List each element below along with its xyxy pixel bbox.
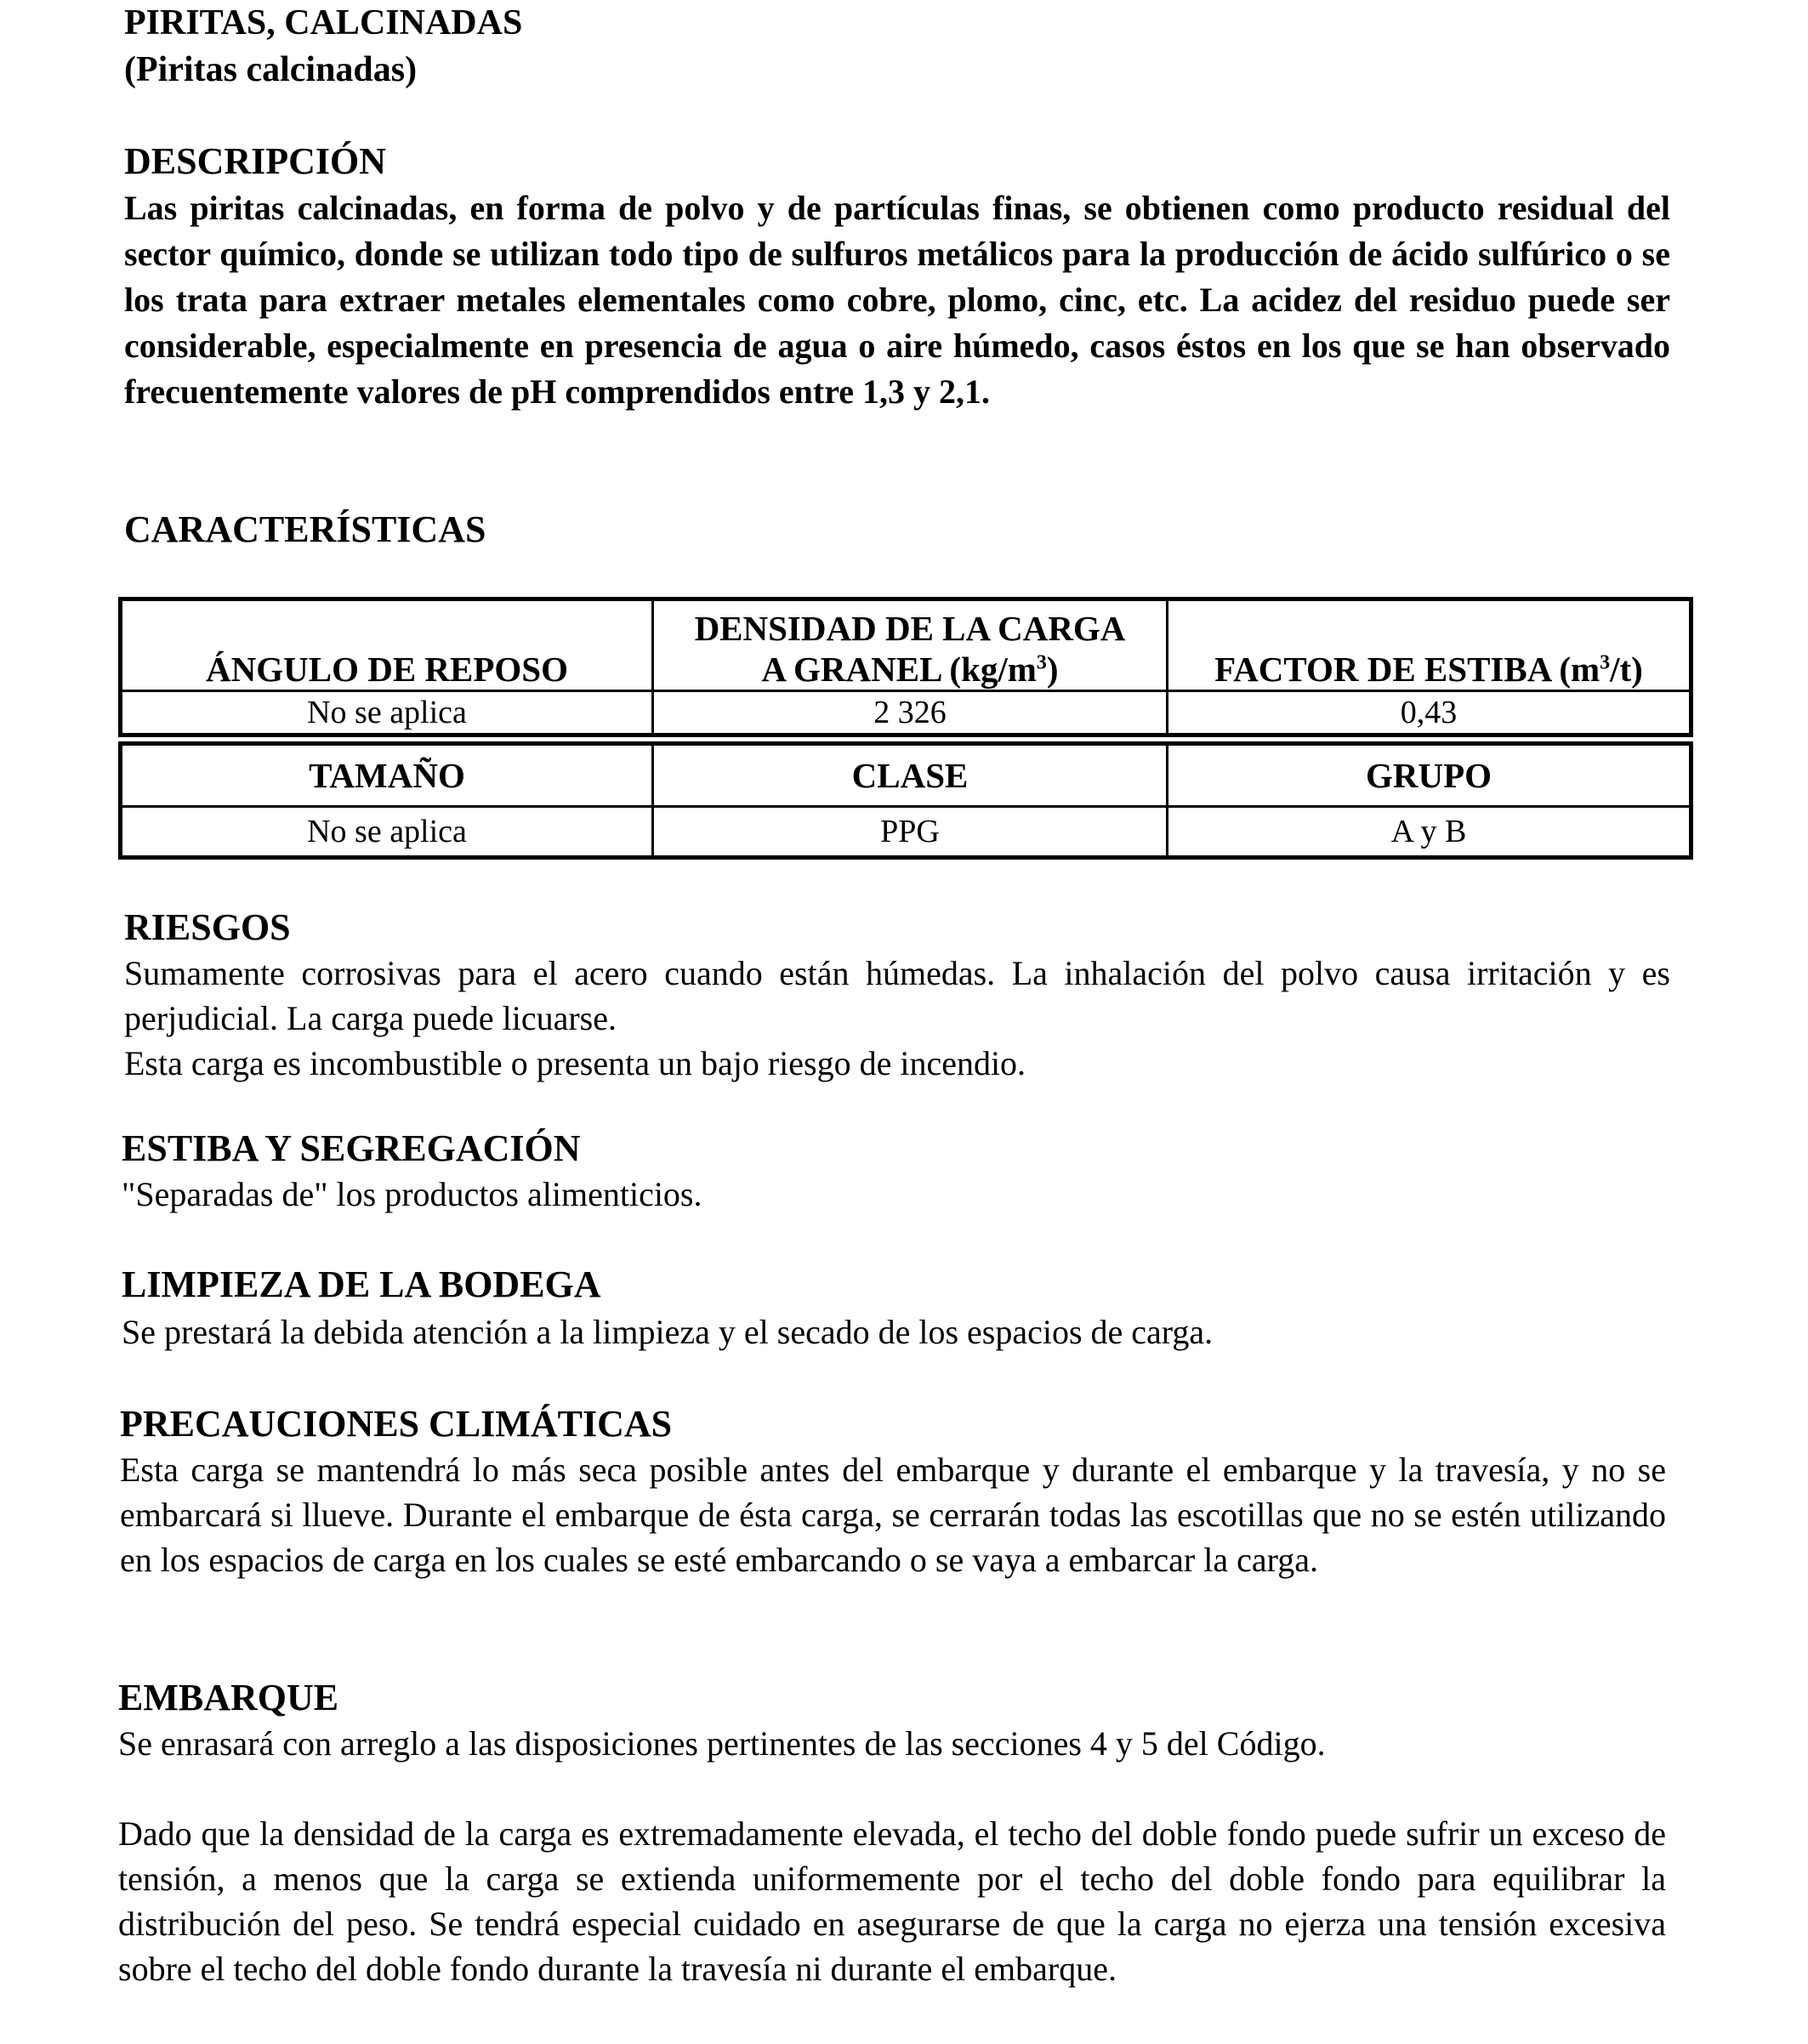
- document-subtitle: (Piritas calcinadas): [124, 50, 418, 89]
- bulk-density-header: [653, 599, 1168, 691]
- hold-cleanliness-text: Se prestará la debida atención a la limpieza y el secado de los espacios de carga.: [122, 1313, 1214, 1351]
- loading-text-1: Se enrasará con arreglo a las disposiciones pertinentes de las secciones 4 y 5 del Código.: [118, 1724, 1326, 1763]
- loading-heading: EMBARQUE: [118, 1677, 339, 1718]
- weather-precautions-paragraph: Esta carga se mantendrá lo más seca posible antes del embarque y durante el embarque y la travesía, y no se embarcará si llueve. Durante el embarque de ésta carga, se cerrarán todas las escotillas que no se estén utilizando en los espacios de carga en los cuales se esté embarcando o se vaya a embarcar la carga.: [120, 1451, 1666, 1579]
- document-title: PIRITAS, CALCINADAS: [124, 3, 523, 43]
- stowage-heading: ESTIBA Y SEGREGACIÓN: [122, 1127, 581, 1169]
- size-value: No se aplica: [121, 807, 653, 858]
- stowage-text: "Separadas de" los productos alimenticios.: [122, 1175, 702, 1213]
- bulk-density-header-line1: DENSIDAD DE LA CARGA: [694, 609, 1126, 648]
- stowage-factor-value: 0,43: [1168, 691, 1691, 735]
- group-value: A y B: [1168, 807, 1691, 858]
- stowage-factor-header: FACTOR DE ESTIBA $(m^3/t)$: [1168, 599, 1691, 691]
- table-header-row: [121, 744, 1691, 807]
- angle-of-repose-header: ÁNGULO DE REPOSO: [121, 599, 653, 691]
- class-value: PPG: [653, 807, 1168, 858]
- hold-cleanliness-heading: LIMPIEZA DE LA BODEGA: [122, 1263, 601, 1305]
- characteristics-table-secondary: [118, 741, 1693, 860]
- loading-paragraph-2: Dado que la densidad de la carga es extremadamente elevada, el techo del doble fondo puede sufrir un exceso de tensión, a menos que la carga se extienda uniformemente por el techo del doble fondo para equilibrar la distribución del peso. Se tendrá especial cuidado en asegurarse de que la carga no ejerza una tensión excesiva sobre el techo del doble fondo durante la travesía ni durante el embarque.: [118, 1814, 1666, 1988]
- group-header: GRUPO: [1168, 744, 1691, 807]
- table-row: [121, 807, 1691, 858]
- table-header-row: [121, 599, 1691, 691]
- weather-precautions-heading: PRECAUCIONES CLIMÁTICAS: [120, 1403, 673, 1445]
- hazards-heading: RIESGOS: [124, 906, 291, 948]
- characteristics-heading: CARACTERÍSTICAS: [124, 508, 486, 550]
- hazards-paragraph-2: Esta carga es incombustible o presenta un bajo riesgo de incendio.: [124, 1044, 1026, 1082]
- table-row: [121, 691, 1691, 735]
- description-heading: DESCRIPCIÓN: [124, 140, 387, 182]
- description-text: [124, 185, 1670, 415]
- hazards-text: [124, 951, 1670, 1086]
- angle-of-repose-value: No se aplica: [121, 691, 653, 735]
- class-header: CLASE: [653, 744, 1168, 807]
- size-header: TAMAÑO: [121, 744, 653, 807]
- description-paragraph: Las piritas calcinadas, en forma de polvo y de partículas finas, se obtienen como producto residual del sector químico, donde se utilizan todo tipo de sulfuros metálicos para la producción de ácido sulfúrico o se los trata para extraer metales elementales como cobre, plomo, cinc, etc. La acidez del residuo puede ser considerable, especialmente en presencia de agua o aire húmedo, casos éstos en los que se han observado frecuentemente valores de pH comprendidos entre 1,3 y 2,1.: [124, 189, 1670, 411]
- bulk-density-header-line2: A GRANEL $(kg/m^3)$: [761, 650, 1059, 689]
- loading-text-2: [118, 1811, 1666, 1991]
- characteristics-table-primary: [118, 597, 1693, 737]
- weather-precautions-text: [120, 1447, 1666, 1582]
- bulk-density-value: 2 326: [653, 691, 1168, 735]
- hazards-paragraph-1: Sumamente corrosivas para el acero cuando están húmedas. La inhalación del polvo causa irritación y es perjudicial. La carga puede licuarse.: [124, 954, 1670, 1037]
